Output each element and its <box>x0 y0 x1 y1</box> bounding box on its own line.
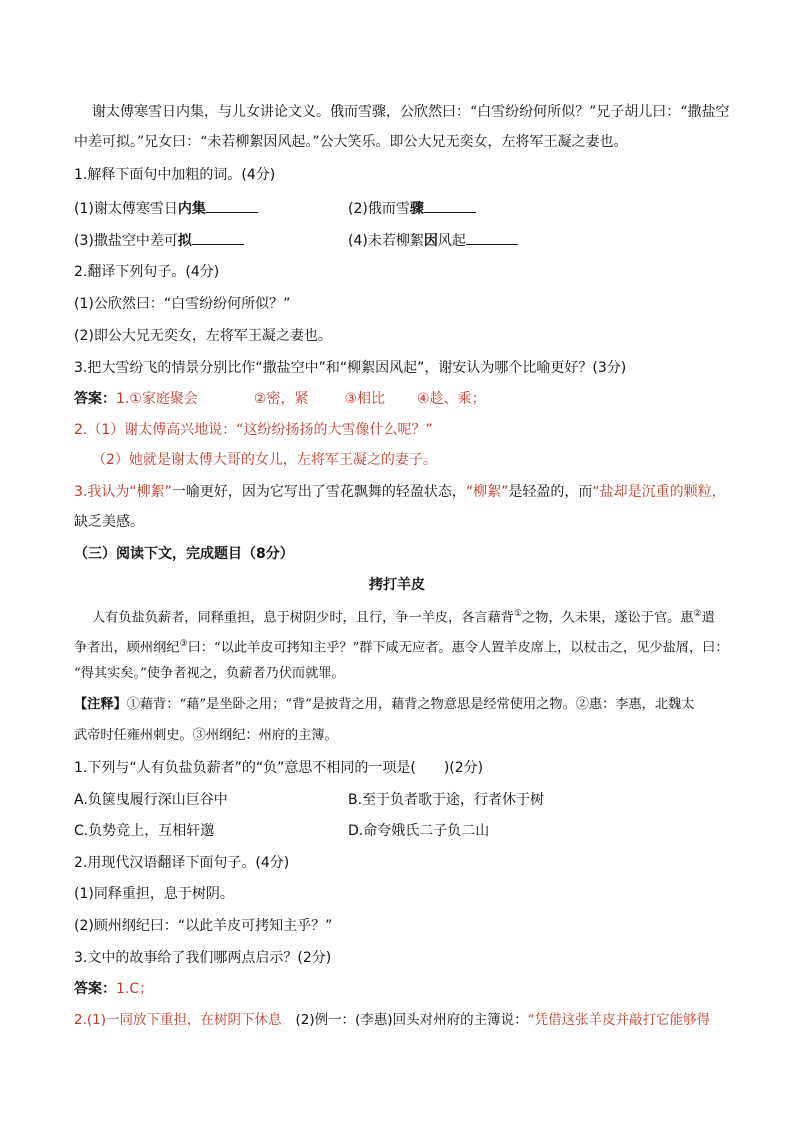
answer-line: 2.（1）谢太傅高兴地说：“这纷纷扬扬的大雪像什么呢？” <box>74 422 433 438</box>
notes-text: ①藉背：“藉”是坐卧之用；“背”是披背之用，藉背之物意思是经常使用之物。②惠：李惠，北魏太 <box>126 697 695 712</box>
answer-text: 是轻盈的，而 <box>508 484 593 500</box>
sentence-1: (1)公欣然曰：“白雪纷纷何所似？” <box>74 296 291 312</box>
question-title: 2.用现代汉语翻译下面句子。(4分) <box>74 855 290 871</box>
answer-text: ③相比 <box>344 391 386 407</box>
footnote-marker: ③ <box>179 639 188 649</box>
bold-word: 骤 <box>409 201 424 217</box>
passage-text: 中差可拟。”兄女曰：“未若柳絮因风起。”公大笑乐。即公大兄无奕女，左将军王凝之妻也。 <box>74 134 628 150</box>
passage-line <box>74 634 729 658</box>
sub-question-4 <box>348 230 518 251</box>
answer-label: 答案： <box>74 391 116 407</box>
answer-text: 3.我认为 <box>74 484 130 500</box>
answer-text: ②密，紧 <box>253 391 309 407</box>
sentence-1: (1)同释重担，息于树阴。 <box>74 886 234 902</box>
sub-question-3 <box>74 230 244 251</box>
answer-text: ④趁、乘； <box>417 391 486 407</box>
option-d: D.命夸娥氏二子负二山 <box>348 823 490 839</box>
sub-question-2 <box>348 198 476 219</box>
sub-question-text: (2)俄而雪 <box>348 201 410 217</box>
answer-text: 1.①家庭聚会 <box>116 391 198 407</box>
passage-text: 曰：“以此羊皮可拷知主乎？”群下咸无应者。惠令人置羊皮席上，以杖击之，见少盐屑，曰： <box>187 640 729 656</box>
sentence-2: (2)顾州纲纪曰：“以此羊皮可拷知主乎？” <box>74 918 333 934</box>
footnote-marker: ① <box>514 609 523 619</box>
passage-text: 人有负盐负薪者，同释重担，息于树阴少时，且行，争一羊皮，各言藉背 <box>92 610 514 626</box>
answer-line: 缺乏美感。 <box>74 514 144 530</box>
bold-word: 内集 <box>177 201 206 217</box>
notes-line: 武帝时任雍州刺史。③州纲纪：州府的主簿。 <box>74 728 338 743</box>
answer-label: 答案： <box>74 981 116 997</box>
answer-blank[interactable] <box>424 198 476 213</box>
sub-question-text: 风起 <box>437 233 466 249</box>
passage-line <box>92 102 729 122</box>
passage-line <box>74 132 627 152</box>
answer-blank[interactable] <box>192 230 244 245</box>
answer-blank[interactable] <box>206 198 258 213</box>
passage-text: 遣 <box>701 610 715 626</box>
sub-question-text: (1)谢太傅寒雪日 <box>74 201 178 217</box>
sub-question-text: (4)未若柳絮 <box>348 233 424 249</box>
passage-title: 拷打羊皮 <box>369 577 425 593</box>
answer-text: “盐却是沉重的颗粒， <box>592 484 726 500</box>
question-title: 3.文中的故事给了我们哪两点启示？(2分) <box>74 950 332 966</box>
question-title: 1.解释下面句中加粗的词。(4分) <box>74 167 276 183</box>
answer-text: “凭借这张羊皮并敲打它能够得 <box>527 1012 711 1028</box>
sub-question-1 <box>74 198 258 219</box>
question-title: 2.翻译下列句子。(4分) <box>74 264 220 280</box>
answer-text: 一喻更好，因为它写出了雪花飘舞的轻盈状态， <box>171 484 466 500</box>
option-b: B.至于负者歌于途，行者休于树 <box>348 792 545 808</box>
answer-line: （2）她就是谢太傅大哥的女儿，左将军王凝之的妻子。 <box>92 452 437 468</box>
option-c: C.负势竞上，互相轩邈 <box>74 823 215 839</box>
answer-line <box>74 979 153 999</box>
notes-line <box>74 695 694 715</box>
footnote-marker: ② <box>693 609 702 619</box>
answer-line <box>74 482 726 502</box>
bold-word: 拟 <box>177 233 192 249</box>
answer-line <box>74 389 486 409</box>
answer-line <box>74 1010 710 1030</box>
answer-text: 2.(1)一同放下重担，在树阴下休息 <box>74 1012 282 1028</box>
sentence-2: (2)即公大兄无奕女，左将军王凝之妻也。 <box>74 328 332 344</box>
answer-text: “柳絮” <box>465 484 509 500</box>
question-title: 1.下列与“人有负盐负薪者”的“负”意思不相同的一项是( )(2分) <box>74 760 484 776</box>
answer-text: 1.C； <box>116 981 154 997</box>
sub-question-text: (3)撒盐空中差可 <box>74 233 178 249</box>
passage-line <box>92 604 715 628</box>
notes-label: 【注释】 <box>74 697 127 712</box>
passage-text: 之物，久未果，遂讼于官。惠 <box>522 610 694 626</box>
passage-text: 谢太傅寒雪日内集，与儿女讲论文义。俄而雪骤，公欣然曰：“白雪纷纷何所似？”兄子胡儿曰：“撒盐空 <box>92 104 730 120</box>
answer-blank[interactable] <box>466 230 518 245</box>
answer-text: “柳絮” <box>129 484 172 500</box>
bold-word: 因 <box>423 233 438 249</box>
passage-text: 争者出，顾州纲纪 <box>74 640 180 656</box>
section-heading: （三）阅读下文，完成题目（8分） <box>74 546 294 562</box>
answer-text: (2)例一：(李惠)回头对州府的主簿说： <box>295 1012 528 1028</box>
question-title: 3.把大雪纷飞的情景分别比作“撒盐空中”和“柳絮因风起”，谢安认为哪个比喻更好？(3分) <box>74 360 627 376</box>
option-a: A.负箧曳履行深山巨谷中 <box>74 792 228 808</box>
passage-line: “得其实矣。”使争者视之，负薪者乃伏而就罪。 <box>74 666 345 681</box>
